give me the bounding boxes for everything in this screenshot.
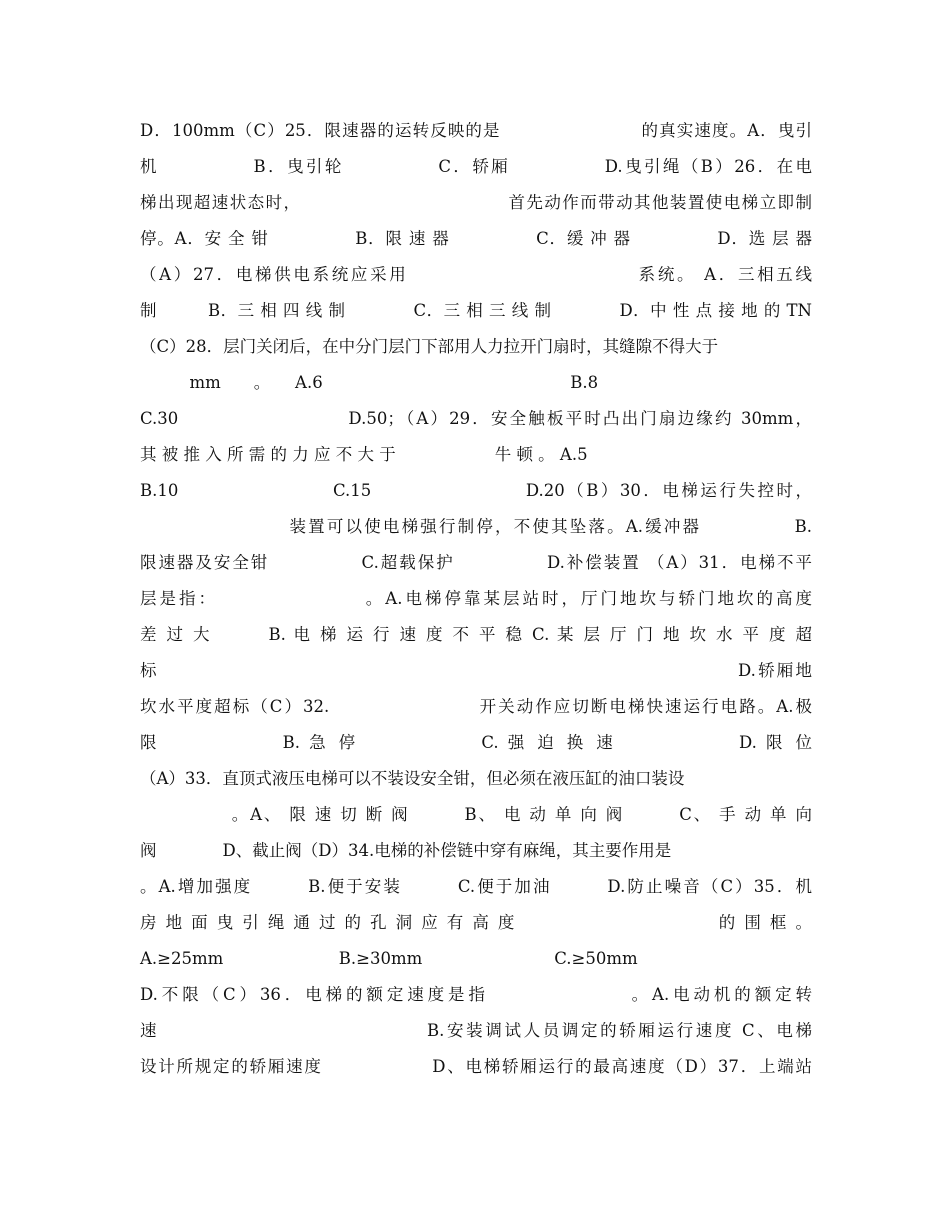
text-line: D.不限（C）36．电梯的额定速度是指 。A.电动机的额定转 [140,985,812,1004]
text-line: 差 过 大 B. 电 梯 运 行 速 度 不 平 稳 C. 某 层 厅 门 地 坎 水 平 度 超 [140,625,812,644]
text-line: 限速器及安全钳 C.超载保护 D.补偿装置 （A）31．电梯不平 [140,553,812,572]
text-line: 标 D.轿厢地 [140,661,812,680]
text-line: 房 地 面 曳 引 绳 通 过 的 孔 洞 应 有 高 度 的 围 框 。 [140,913,812,932]
text-line: B.10 C.15 D.20（B）30．电梯运行失控时， [140,481,812,500]
text-line: 。A.增加强度 B.便于安装 C.便于加油 D.防止噪音（C）35．机 [140,877,812,896]
text-line: D．100mm（C）25．限速器的运转反映的是 的真实速度。A．曳引 [140,121,812,140]
text-line: 坎水平度超标（C）32. 开关动作应切断电梯快速运行电路。A.极 [140,697,812,716]
text-line: 。A、 限 速 切 断 阀 B、 电 动 单 向 阀 C、 手 动 单 向 [140,805,812,824]
text-line: 设计所规定的轿厢速度 D、电梯轿厢运行的最高速度（D）37．上端站 [140,1057,812,1076]
text-line: 机 B．曳引轮 C．轿厢 D.曳引绳（B）26．在电 [140,157,812,176]
text-line: 梯出现超速状态时， 首先动作而带动其他装置使电梯立即制 [140,193,812,212]
text-line: （C）28．层门关闭后，在中分门层门下部用人力拉开门扇时，其缝隙不得大于 [140,337,719,356]
text-line: 阀 D、截止阀（D）34.电梯的补偿链中穿有麻绳，其主要作用是 [140,841,672,860]
text-line: 其 被 推 入 所 需 的 力 应 不 大 于 牛 顿 。 A.5 [140,445,588,464]
text-line: （A）33．直顶式液压电梯可以不装设安全钳，但必须在液压缸的油口装设 [140,769,685,788]
text-line: 制 B．三 相 四 线 制 C．三 相 三 线 制 D．中 性 点 接 地 的 TN [140,301,812,320]
text-line: 速 B.安装调试人员调定的轿厢运行速度 C、电梯 [140,1021,812,1040]
text-line: C.30 D.50；（A）29．安全触板平时凸出门扇边缘约 30mm， [140,409,812,428]
text-line: 停。A．安 全 钳 B．限 速 器 C．缓 冲 器 D．选 层 器 [140,229,812,248]
text-line: 限 B. 急 停 C. 强 迫 换 速 D. 限 位 [140,733,812,752]
text-line: A.≥25mm B.≥30mm C.≥50mm [140,949,638,968]
text-line: mm 。 A.6 B.8 [140,373,599,392]
text-line: （A）27．电梯供电系统应采用 系统。 A．三相五线 [140,265,812,284]
text-line: 装置可以使电梯强行制停，不使其坠落。A.缓冲器 B. [140,517,812,536]
text-line: 层是指： 。A.电梯停靠某层站时，厅门地坎与轿门地坎的高度 [140,589,812,608]
